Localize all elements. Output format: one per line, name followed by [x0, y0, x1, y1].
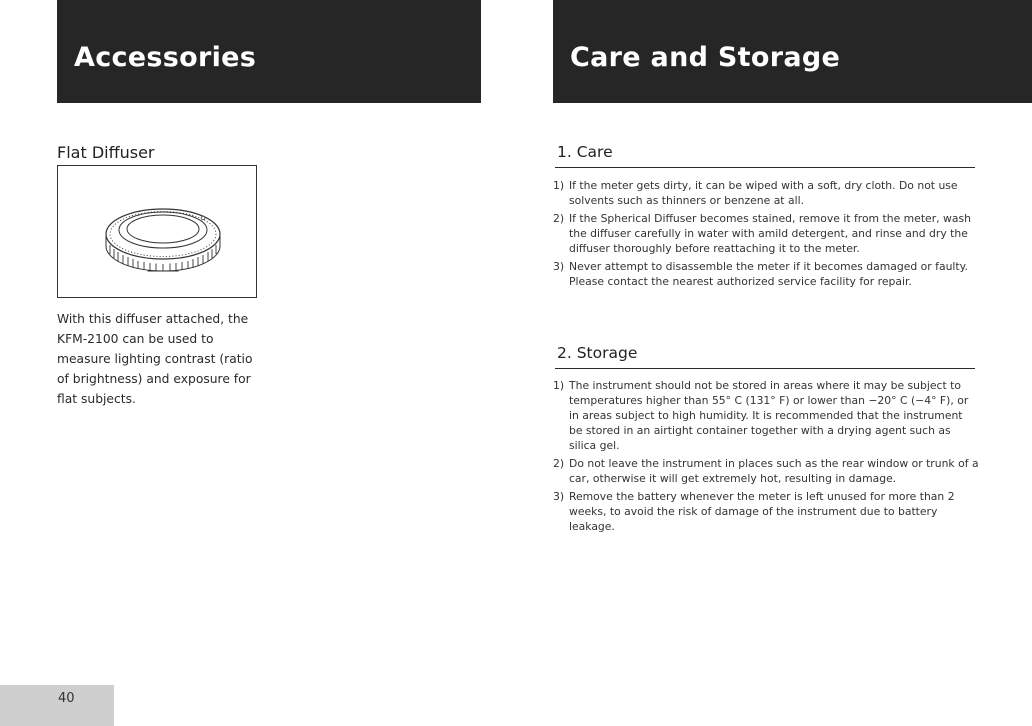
flat-diffuser-icon: [58, 166, 256, 297]
page-title-accessories: Accessories: [74, 42, 257, 73]
item-text: Do not leave the instrument in places such as the rear window or trunk of a car, otherwise it will get extremely hot, resulting in damage.: [569, 457, 979, 485]
page-number: 40: [58, 691, 75, 706]
care-storage-header-banner: [553, 0, 1032, 103]
list-item: [553, 489, 979, 534]
item-number: 3): [553, 260, 565, 273]
storage-list: [553, 378, 979, 537]
item-text: If the meter gets dirty, it can be wiped with a soft, dry cloth. Do not use solvents such as thinners or benzene at all.: [569, 179, 958, 207]
item-text: The instrument should not be stored in areas where it may be subject to temperatures higher than 55° C (131° F) or lower than −20° C (−4° F), or in areas subject to high humidity. It is recommended that the instrument be stored in an airtight container together with a drying agent such as silica gel.: [569, 379, 969, 452]
item-number: 2): [553, 457, 565, 470]
care-list: [553, 178, 979, 292]
list-item: [553, 178, 979, 208]
item-number: 2): [553, 212, 565, 225]
list-item: [553, 211, 979, 256]
item-number: 1): [553, 379, 565, 392]
flat-diffuser-description: With this diffuser attached, the KFM-2100 can be used to measure lighting contrast (ratio of brightness) and exposure for flat subjects.: [57, 312, 253, 406]
item-text: Remove the battery whenever the meter is left unused for more than 2 weeks, to avoid the risk of damage of the instrument due to battery leakage.: [569, 490, 955, 533]
accessories-header-banner: [57, 0, 481, 103]
item-number: 3): [553, 490, 565, 503]
list-item: [553, 378, 979, 453]
flat-diffuser-figure: [57, 165, 257, 298]
page-title-care-storage: Care and Storage: [570, 42, 841, 73]
care-heading: 1. Care: [555, 143, 975, 168]
flat-diffuser-heading: Flat Diffuser: [57, 143, 155, 162]
page-number-tab: [0, 685, 114, 726]
storage-heading: 2. Storage: [555, 344, 975, 369]
item-text: Never attempt to disassemble the meter if it becomes damaged or faulty. Please contact the nearest authorized service facility for repair.: [569, 260, 968, 288]
item-text: If the Spherical Diffuser becomes stained, remove it from the meter, wash the diffuser carefully in water with amild detergent, and rinse and dry the diffuser thoroughly before reattaching it to the meter.: [569, 212, 971, 255]
item-number: 1): [553, 179, 565, 192]
list-item: [553, 456, 979, 486]
list-item: [553, 259, 979, 289]
